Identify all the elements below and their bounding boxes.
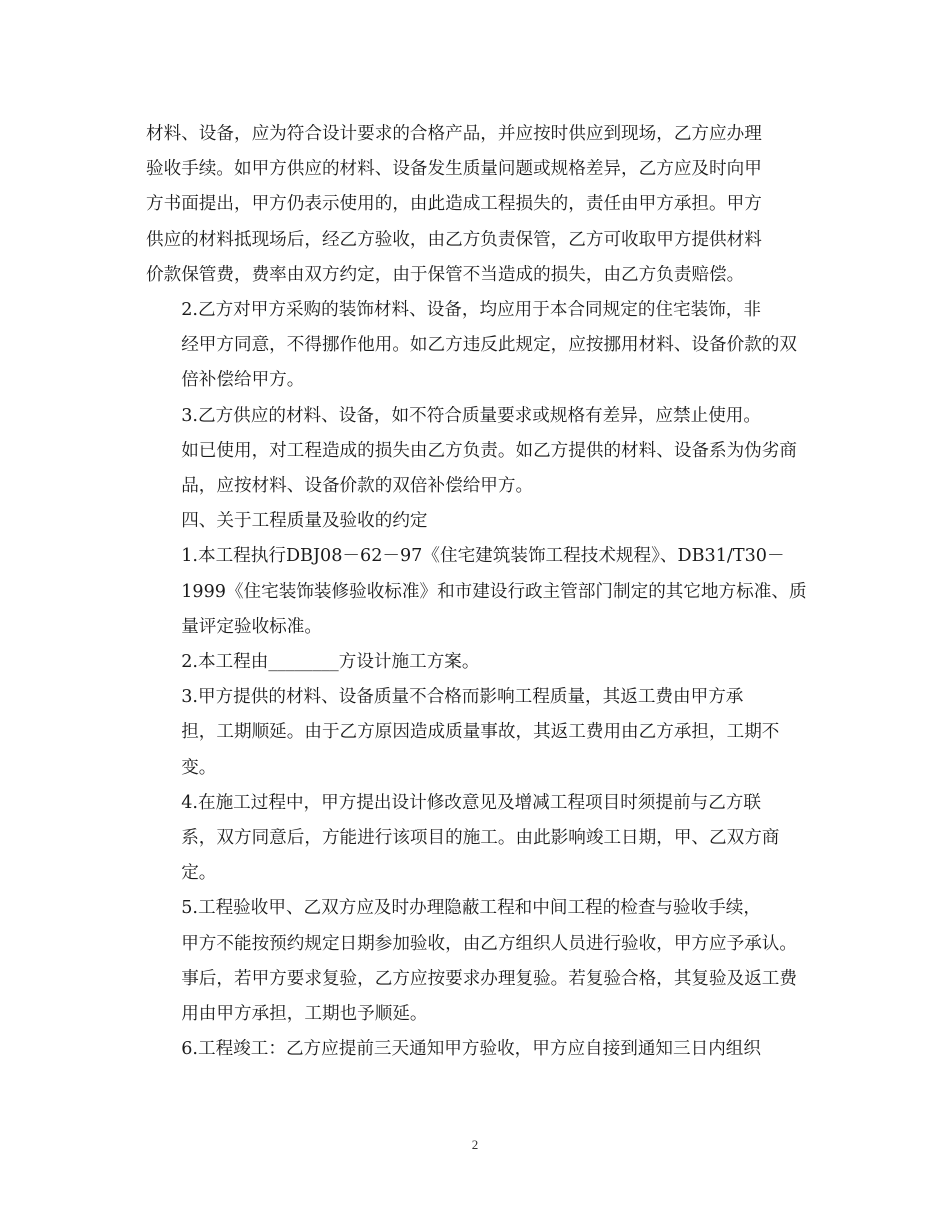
paragraph bbox=[146, 680, 802, 786]
text-line: 1.本工程执行DBJ08－62－97《住宅建筑装饰工程技术规程》、DB31/T30－ bbox=[181, 546, 785, 567]
text-line: 事后，若甲方要求复验，乙方应按要求办理复验。若复验合格，其复验及返工费 bbox=[181, 968, 797, 989]
text-line: 3.甲方提供的材料、设备质量不合格而影响工程质量，其返工费由甲方承 bbox=[181, 687, 744, 708]
paragraph bbox=[146, 293, 802, 399]
text-line: 验收手续。如甲方供应的材料、设备发生质量问题或规格差异，乙方应及时向甲 bbox=[146, 159, 762, 180]
text-line: 2.乙方对甲方采购的装饰材料、设备，均应用于本合同规定的住宅装饰，非 bbox=[181, 300, 761, 321]
text-line: 品，应按材料、设备价款的双倍补偿给甲方。 bbox=[181, 476, 534, 497]
text-line: 定。 bbox=[181, 863, 217, 884]
text-line: 方书面提出，甲方仍表示使用的，由此造成工程损失的，责任由甲方承担。甲方 bbox=[146, 194, 762, 215]
text-line: 材料、设备，应为符合设计要求的合格产品，并应按时供应到现场，乙方应办理 bbox=[146, 124, 762, 144]
text-line: 变。 bbox=[181, 757, 217, 778]
text-line: 如已使用，对工程造成的损失由乙方负责。如乙方提供的材料、设备系为伪劣商 bbox=[181, 440, 797, 461]
text-line: 担，工期顺延。由于乙方原因造成质量事故，其返工费用由乙方承担，工期不 bbox=[181, 722, 780, 743]
text-line: 量评定验收标准。 bbox=[181, 616, 322, 637]
paragraph bbox=[146, 891, 802, 1032]
page-number: 2 bbox=[471, 1137, 479, 1152]
paragraph bbox=[146, 645, 802, 680]
text-line: 供应的材料抵现场后，经乙方验收，由乙方负责保管，乙方可收取甲方提供材料 bbox=[146, 229, 762, 250]
text-line: 4.在施工过程中，甲方提出设计修改意见及增减工程项目时须提前与乙方联 bbox=[181, 792, 761, 813]
text-line: 用由甲方承担，工期也予顺延。 bbox=[181, 1004, 428, 1025]
paragraph bbox=[146, 1032, 802, 1067]
text-line: 倍补偿给甲方。 bbox=[181, 370, 305, 391]
text-line: 价款保管费，费率由双方约定，由于保管不当造成的损失，由乙方负责赔偿。 bbox=[146, 264, 745, 285]
text-line: 甲方不能按预约规定日期参加验收，由乙方组织人员进行验收，甲方应予承认。 bbox=[181, 933, 797, 954]
text-line: 1999《住宅装饰装修验收标准》和市建设行政主管部门制定的其它地方标准、质 bbox=[181, 581, 807, 602]
paragraph bbox=[146, 539, 807, 645]
paragraph bbox=[146, 117, 802, 293]
text-line: 3.乙方供应的材料、设备，如不符合质量要求或规格有差异，应禁止使用。 bbox=[181, 405, 761, 426]
text-line: 6.工程竣工：乙方应提前三天通知甲方验收，甲方应自接到通知三日内组织 bbox=[181, 1039, 761, 1060]
paragraph bbox=[146, 786, 802, 892]
document-body bbox=[146, 117, 807, 1067]
paragraph bbox=[146, 504, 802, 539]
text-line: 5.工程验收甲、乙双方应及时办理隐蔽工程和中间工程的检查与验收手续， bbox=[181, 898, 761, 919]
text-line: 系，双方同意后，方能进行该项目的施工。由此影响竣工日期，甲、乙双方商 bbox=[181, 828, 780, 849]
paragraph bbox=[146, 399, 802, 505]
text-line: 经甲方同意，不得挪作他用。如乙方违反此规定，应按挪用材料、设备价款的双 bbox=[181, 335, 797, 356]
text-line: 2.本工程由________方设计施工方案。 bbox=[181, 652, 480, 673]
text-line: 四、关于工程质量及验收的约定 bbox=[181, 511, 428, 532]
